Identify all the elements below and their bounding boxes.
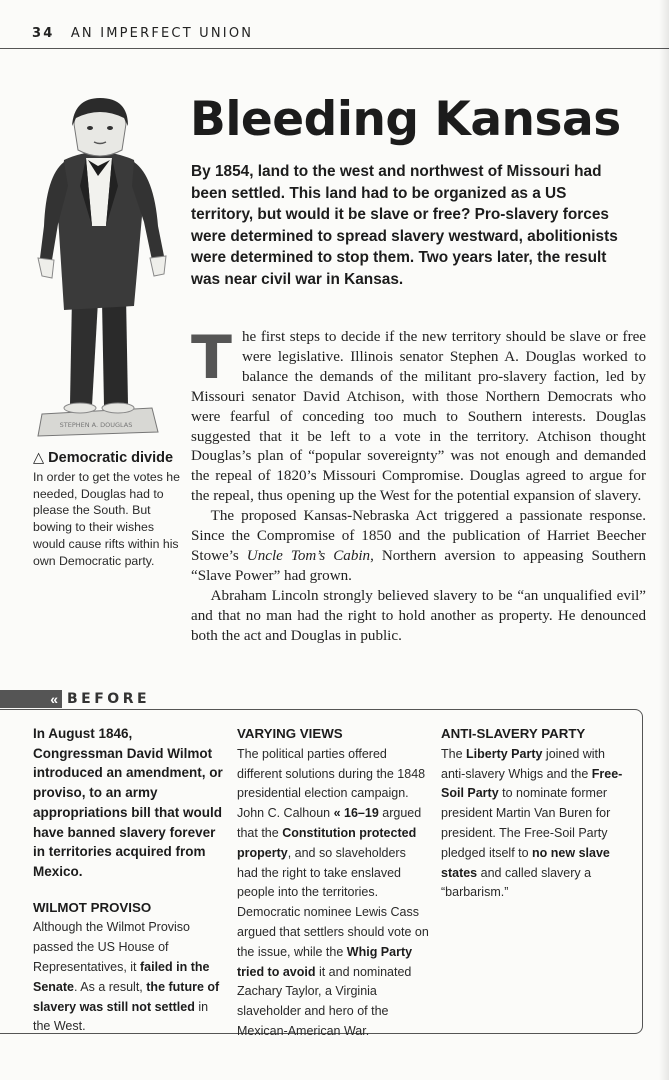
- article-body: [191, 323, 646, 647]
- body-paragraph-2-part-a: The proposed Kansas-Nebraska Act triggered a passionate response. Since the Compromise of 1850 and the publication of Harriet Beecher Stowe’s: [191, 508, 646, 564]
- base-inscription: STEPHEN A. DOUGLAS: [59, 421, 133, 429]
- before-column-2: [237, 724, 429, 1042]
- anti-slavery-heading: ANTI-SLAVERY PARTY: [441, 726, 586, 741]
- before-column-3: [441, 724, 631, 903]
- wilmot-bold-2: the future of slavery was still not settled: [33, 979, 220, 1014]
- figure-caption: [33, 450, 181, 569]
- douglas-figure-image: [30, 96, 180, 446]
- wilmot-bold-1: failed in the Senate: [33, 960, 210, 994]
- body-paragraph-2: [191, 507, 646, 587]
- body-paragraph-1-text: he first steps to decide if the new territory should be slave or free were legislative. Illinois senator Stephen A. Douglas worked to balance the demands of the militant pro-slavery faction, led by Missouri senator David Atchison, with those Northern Democrats who were fearful of conceding too much to Southern interests. Douglas suggested that it be left to a vote in the territory. Atchison thought Douglas’s plan of “popular sovereignty” was not enough and demanded the repeal of 1820’s Missouri Compromise. Douglas agreed to argue for the repeal, thus opening up the West for the potential expansion of slavery.: [191, 329, 646, 505]
- running-title: AN IMPERFECT UNION: [70, 26, 254, 41]
- views-text-4: it and nominated Zachary Taylor, a Virginia slaveholder and hero of the Mexican-American War.: [237, 964, 412, 1038]
- drop-cap: T: [191, 323, 232, 393]
- views-text-3: , and so slaveholders had the right to take enslaved people into the territories. Democratic nominee Lewis Cass argued that settlers should vote on the issue, while the: [237, 845, 429, 959]
- page-number: 34: [32, 26, 55, 41]
- views-bold-2: Whig Party tried to avoid: [237, 944, 413, 979]
- before-label-text: BEFORE: [67, 691, 151, 707]
- article-intro: By 1854, land to the west and northwest of Missouri had been settled. This land had to be organized as a US territory, but would it be slave or free? Pro-slavery forces were determined to spread slavery westward, abolitionists were determined to stop them. Two years later, the result was near civil war in Kansas.: [191, 163, 618, 288]
- caption-title: [33, 450, 181, 466]
- running-header: [32, 26, 669, 41]
- varying-views-heading: VARYING VIEWS: [237, 726, 343, 741]
- caption-text: In order to get the votes he needed, Douglas had to please the South. But bowing to their wishes would cause rifts within his own Democratic party.: [33, 470, 180, 568]
- anti-text-3: to nominate former president Martin Van Buren for president. The Free-Soil Party pledged itself to: [441, 786, 611, 860]
- anti-text-4: and called slavery a “barbarism.”: [441, 865, 592, 900]
- carved-figure-icon: [30, 96, 180, 446]
- wilmot-text-3: in the West.: [33, 999, 209, 1034]
- double-chevron-left-icon: «: [0, 690, 62, 708]
- before-column-1: [33, 724, 223, 1037]
- wilmot-text-2: . As a result,: [74, 979, 147, 994]
- article-headline: Bleeding Kansas: [190, 92, 621, 147]
- body-paragraph-1: [191, 323, 646, 507]
- triangle-up-icon: △: [33, 450, 45, 466]
- views-text-1: The political parties offered different solutions during the 1848 presidential election campaign. John C. Calhoun: [237, 746, 426, 821]
- views-bold-1: Constitution protected property: [237, 825, 417, 860]
- body-paragraph-3: Abraham Lincoln strongly believed slavery to be “an unqualified evil” and that no man had the right to hold another as property. He denounced both the act and Douglas in public.: [191, 587, 646, 644]
- page-edge-shadow: [659, 0, 669, 1080]
- anti-text-2: joined with anti-slavery Whigs and the: [441, 746, 605, 781]
- wilmot-text-1: Although the Wilmot Proviso passed the US House of Representatives, it: [33, 920, 191, 975]
- wilmot-proviso-heading: WILMOT PROVISO: [33, 899, 152, 915]
- header-rule: [0, 48, 669, 49]
- caption-title-text: Democratic divide: [48, 450, 174, 466]
- anti-bold-2: Free-Soil Party: [441, 766, 623, 801]
- before-section-label: [0, 690, 180, 708]
- anti-bold-3: no new slave states: [441, 845, 610, 880]
- anti-slavery-text: [441, 745, 631, 903]
- anti-bold-1: Liberty Party: [466, 746, 543, 761]
- page-reference: « 16–19: [333, 806, 379, 821]
- book-title: Uncle Tom’s Cabin: [246, 547, 371, 564]
- before-lead-text: In August 1846, Congressman David Wilmot introduced an amendment, or proviso, to an army appropriations bill that would have banned slavery forever in territories acquired from Mexico.: [33, 726, 223, 879]
- wilmot-proviso-text: [33, 918, 223, 1037]
- anti-text-1: The: [441, 746, 467, 761]
- views-text-2: argued that the: [237, 806, 422, 840]
- varying-views-text: [237, 745, 429, 1042]
- body-paragraph-2-part-b: , Northern aversion to appeasing Southern “Slave Power” had grown.: [191, 547, 646, 584]
